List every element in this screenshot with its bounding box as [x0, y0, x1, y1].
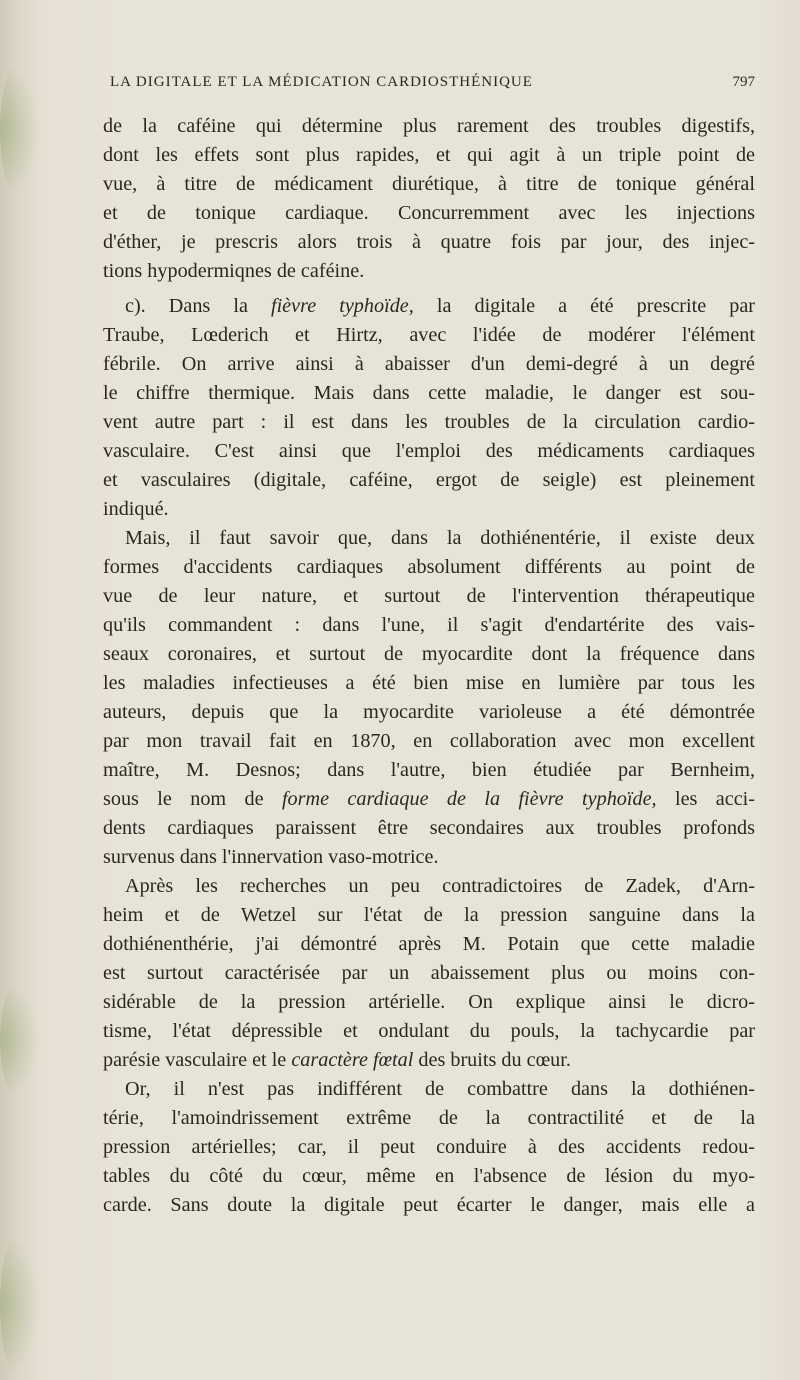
text-line: vent autre part : il est dans les troubles de la circulation cardio- [103, 411, 755, 433]
text-line: Mais, il faut savoir que, dans la dothiénentérie, il existe deux [125, 527, 755, 549]
text-line: térie, l'amoindrissement extrême de la contractilité et de la [103, 1107, 755, 1129]
text-segment: sous le nom de [103, 788, 264, 810]
text-line [103, 292, 755, 321]
text-segment: les acci- [674, 788, 756, 810]
text-line: formes d'accidents cardiaques absolument différents au point de [103, 556, 755, 578]
text-line: et de tonique cardiaque. Concurremment avec les injections [103, 202, 755, 224]
text-line: Après les recherches un peu contradictoires de Zadek, d'Arn- [125, 875, 755, 897]
running-title: LA DIGITALE ET LA MÉDICATION CARDIOSTHÉNIQUE [110, 74, 533, 90]
text-line: vue de leur nature, et surtout de l'intervention thérapeutique [103, 585, 755, 607]
text-line: survenus dans l'innervation vaso-motrice. [103, 846, 439, 868]
text-line: dont les effets sont plus rapides, et qui agit à un triple point de [103, 144, 755, 166]
text-line [103, 785, 755, 814]
text-segment: c). Dans la [125, 295, 248, 317]
text-line: seaux coronaires, et surtout de myocardite dont la fréquence dans [103, 643, 755, 665]
text-line: qu'ils commandent : dans l'une, il s'agit d'endartérite des vais- [103, 614, 755, 636]
text-line: maître, M. Desnos; dans l'autre, bien étudiée par Bernheim, [103, 759, 755, 781]
text-line: indiqué. [103, 498, 169, 520]
text-line [103, 1046, 755, 1075]
text-line: vue, à titre de médicament diurétique, à titre de tonique général [103, 173, 755, 195]
text-line: est surtout caractérisée par un abaissement plus ou moins con- [103, 962, 755, 984]
text-line: par mon travail fait en 1870, en collaboration avec mon excellent [103, 730, 755, 752]
page-stain [0, 1230, 40, 1380]
page-stain [0, 60, 40, 200]
text-line: sidérable de la pression artérielle. On explique ainsi le dicro- [103, 991, 755, 1013]
text-line: dothiénenthérie, j'ai démontré après M. Potain que cette maladie [103, 933, 755, 955]
italic-term: forme cardiaque de la fièvre typhoïde, [281, 788, 657, 810]
text-line: carde. Sans doute la digitale peut écarter le danger, mais elle a [103, 1194, 755, 1216]
text-line: Traube, Lœderich et Hirtz, avec l'idée de modérer l'élément [103, 324, 755, 346]
text-line: fébrile. On arrive ainsi à abaisser d'un demi-degré à un degré [103, 353, 755, 375]
text-line: le chiffre thermique. Mais dans cette maladie, le danger est sou- [103, 382, 755, 404]
page-stain [0, 980, 40, 1100]
text-line: tables du côté du cœur, même en l'absence de lésion du myo- [103, 1165, 755, 1187]
italic-term: caractère fœtal [291, 1049, 414, 1071]
text-line: Or, il n'est pas indifférent de combattre dans la dothiénen- [125, 1078, 755, 1100]
text-line: vasculaire. C'est ainsi que l'emploi des médicaments cardiaques [103, 440, 755, 462]
text-segment: la digitale a été prescrite par [436, 295, 756, 317]
italic-term: fièvre typhoïde, [270, 295, 414, 317]
body-text [103, 112, 755, 1220]
text-line: de la caféine qui détermine plus rarement des troubles digestifs, [103, 115, 755, 137]
text-line: heim et de Wetzel sur l'état de la pression sanguine dans la [103, 904, 755, 926]
text-line: d'éther, je prescris alors trois à quatre fois par jour, des injec- [103, 231, 755, 253]
text-line: dents cardiaques paraissent être secondaires aux troubles profonds [103, 817, 755, 839]
text-segment: parésie vasculaire et le [103, 1049, 287, 1071]
text-line: pression artérielles; car, il peut conduire à des accidents redou- [103, 1136, 755, 1158]
text-line: tisme, l'état dépressible et ondulant du pouls, la tachycardie par [103, 1020, 755, 1042]
text-line: et vasculaires (digitale, caféine, ergot de seigle) est pleinement [103, 469, 755, 491]
text-line: les maladies infectieuses a été bien mise en lumière par tous les [103, 672, 755, 694]
text-line: auteurs, depuis que la myocardite varioleuse a été démontrée [103, 701, 755, 723]
page-number: 797 [732, 74, 755, 90]
running-header [110, 74, 755, 96]
text-segment: des bruits du cœur. [418, 1049, 571, 1071]
text-line: tions hypodermiqnes de caféine. [103, 260, 365, 282]
